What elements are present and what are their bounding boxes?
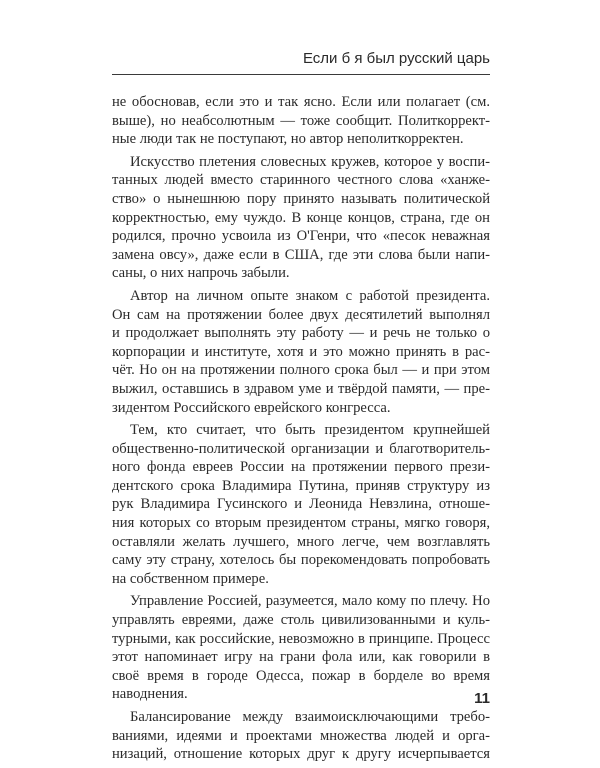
text-line: низаций, отношение которых друг к другу исчерпывается xyxy=(112,746,490,763)
page-number: 11 xyxy=(474,690,490,707)
body-text xyxy=(112,93,490,768)
text-line: выжил, оставшись в здравом уме и твёрдой памяти, — пре- xyxy=(112,380,490,397)
paragraph-1 xyxy=(112,93,490,149)
text-line: дентского срока Владимира Путина, приняв структуру из xyxy=(112,477,490,494)
text-line: этот напоминает игру на грани фола или, как говорили в xyxy=(112,649,490,666)
text-line: Балансирование между взаимоисключающими требо- xyxy=(130,709,490,725)
text-line: саму эту страну, хотелось бы порекомендовать попробовать xyxy=(112,552,490,569)
text-line: общественно-политической организации и благотворитель- xyxy=(112,440,490,457)
text-line: родился, прочно усвоила из О'Генри, что «песок неважная xyxy=(112,228,490,245)
text-line: турными, как российские, невозможно в принципе. Процесс xyxy=(112,630,490,647)
paragraph-4 xyxy=(112,421,490,588)
text-line: управлять евреями, даже столь цивилизованными и куль- xyxy=(112,612,490,629)
text-line: своё время в городе Одесса, пожар в борделе во время xyxy=(112,667,490,684)
text-line: корпорации и институте, хотя и это можно принять в рас- xyxy=(112,343,490,360)
text-line: Автор на личном опыте знаком с работой президента. xyxy=(130,287,490,304)
text-line: замена овсу», даже если в США, где эти слова были напи- xyxy=(112,246,490,263)
text-line: не обосновав, если это и так ясно. Если или полагает (см. xyxy=(112,94,490,110)
text-line: ство» о нынешнюю пору принято называть политической xyxy=(112,190,490,207)
text-line: ные люди так не поступают, но автор неполиткорректен. xyxy=(112,131,464,148)
text-line: Управление Россией, разумеется, мало кому по плечу. Но xyxy=(130,593,490,610)
text-line: корректностью, ему чуждо. В конце концов, страна, где он xyxy=(112,209,490,226)
paragraph-5 xyxy=(112,592,490,704)
text-line: Тем, кто считает, что быть президентом крупнейшей xyxy=(130,422,490,439)
text-line: чёт. Но он на протяжении полного срока был — и при этом xyxy=(112,362,490,379)
text-line: Искусство плетения словесных кружев, которое у воспи- xyxy=(130,153,490,170)
text-line: ния которых со вторым президентом страны, мягко говоря, xyxy=(112,515,490,532)
text-line: на собственном примере. xyxy=(112,570,269,587)
text-line: саны, о них напрочь забыли. xyxy=(112,265,290,282)
text-line: рук Владимира Гусинского и Леонида Невзлина, отноше- xyxy=(112,496,490,513)
text-line: выше), но неабсолютным — тоже сообщит. Политкоррект- xyxy=(112,112,490,129)
text-line: наводнения. xyxy=(112,686,188,703)
paragraph-2 xyxy=(112,153,490,283)
header-divider xyxy=(112,74,490,75)
text-line: Он сам на протяжении более двух десятилетий выполнял xyxy=(112,306,490,323)
text-line: зидентом Российского еврейского конгресса. xyxy=(112,399,391,416)
running-header: Если б я был русский царь xyxy=(302,50,490,67)
paragraph-6 xyxy=(112,708,490,764)
text-line: и продолжает выполнять эту работу — и речь не только о xyxy=(112,325,490,342)
text-line: оставляли желать лучшего, много легче, чем возглавлять xyxy=(112,533,490,550)
paragraph-3 xyxy=(112,287,490,417)
text-line: танных людей вместо старинного честного слова «ханже- xyxy=(112,172,490,189)
text-line: ваниями, идеями и проектами множества людей и орга- xyxy=(112,727,490,744)
text-line: ного фонда евреев России на протяжении первого прези- xyxy=(112,459,490,476)
